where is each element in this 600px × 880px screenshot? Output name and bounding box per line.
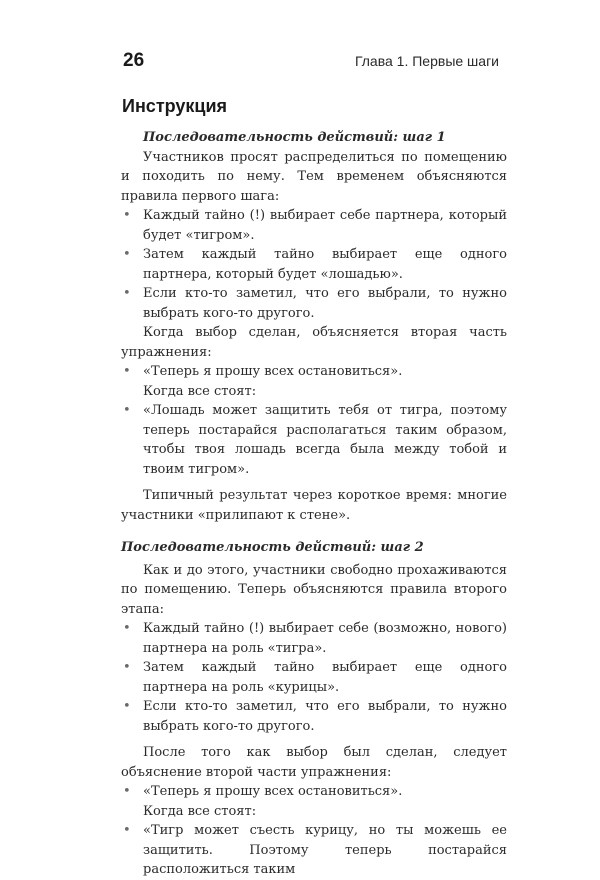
bullet-icon: • <box>123 208 131 223</box>
list-item-text: Если кто-то заметил, что его выбрали, то нужно выбрать кого-то другого. <box>143 286 507 321</box>
bullet-icon: • <box>123 403 131 418</box>
running-head: Глава 1. Первые шаги <box>354 53 499 69</box>
list-item-text: «Лошадь может защитить тебя от тигра, поэтому теперь постарайся располагаться таким образом, чтобы твоя лошадь всегда была между тобой и твоим тигром». <box>143 403 507 477</box>
list-item-text: Затем каждый тайно выбирает еще одного партнера на роль «курицы». <box>143 660 507 695</box>
bullet-icon: • <box>123 247 131 262</box>
section-heading: Инструкция <box>122 96 228 116</box>
list-item <box>121 401 507 479</box>
bullet-icon: • <box>123 364 131 379</box>
page-body <box>121 128 507 880</box>
list-item <box>121 245 507 284</box>
list-item <box>121 821 507 880</box>
list-item-text: Каждый тайно (!) выбирает себе (возможно, нового) партнера на роль «тигра». <box>143 621 507 656</box>
step1-stop-list <box>121 362 507 382</box>
list-item-text: Затем каждый тайно выбирает еще одного партнера, который будет «лошадью». <box>143 247 507 282</box>
step2-stop-list <box>121 782 507 802</box>
list-item <box>121 619 507 658</box>
bullet-icon: • <box>123 784 131 799</box>
bullet-icon: • <box>123 286 131 301</box>
list-item-text: «Теперь я прошу всех остановиться». <box>143 364 403 379</box>
bullet-icon: • <box>123 621 131 636</box>
list-item <box>121 782 507 802</box>
step1-result: Типичный результат через короткое время: многие участники «прилипают к стене». <box>121 488 507 523</box>
list-item-text: Каждый тайно (!) выбирает себе партнера, который будет «тигром». <box>143 208 507 243</box>
list-item <box>121 206 507 245</box>
page-number: 26 <box>123 50 145 71</box>
step1-when-standing: Когда все стоят: <box>143 383 257 399</box>
step2-title: Последовательность действий: шаг 2 <box>121 540 424 555</box>
step1-title: Последовательность действий: шаг 1 <box>143 130 446 145</box>
step1-intro: Участников просят распределиться по помещению и походить по нему. Тем временем объясняются правила первого шага: <box>121 149 507 204</box>
step2-when-standing: Когда все стоят: <box>143 803 257 819</box>
list-item <box>121 658 507 697</box>
list-item-text: Если кто-то заметил, что его выбрали, то нужно выбрать кого-то другого. <box>143 699 507 734</box>
step2-after-choice: После того как выбор был сделан, следует объяснение второй части упражнения: <box>121 745 507 780</box>
step2-tiger-list <box>121 821 507 880</box>
list-item <box>121 284 507 323</box>
list-item <box>121 362 507 382</box>
step1-bullet-list <box>121 206 507 323</box>
bullet-icon: • <box>123 699 131 714</box>
step2-bullet-list <box>121 619 507 736</box>
list-item-text: «Тигр может съесть курицу, но ты можешь ее защитить. Поэтому теперь постарайся расположиться таким <box>143 823 507 877</box>
step1-horse-list <box>121 401 507 479</box>
step1-after-choice: Когда выбор сделан, объясняется вторая часть упражнения: <box>121 325 507 360</box>
bullet-icon: • <box>123 660 131 675</box>
step2-intro: Как и до этого, участники свободно прохаживаются по помещению. Теперь объясняются правила второго этапа: <box>121 562 507 617</box>
list-item-text: «Теперь я прошу всех остановиться». <box>143 784 403 799</box>
bullet-icon: • <box>123 823 131 838</box>
list-item <box>121 697 507 736</box>
